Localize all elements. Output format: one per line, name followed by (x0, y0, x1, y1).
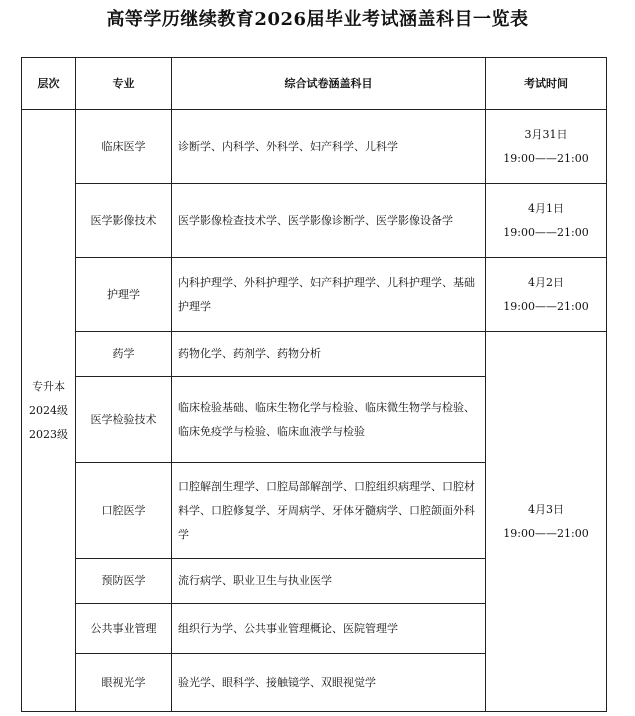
exam-date: 3月31日 (524, 127, 568, 141)
major-cell: 药学 (76, 332, 172, 377)
header-row (22, 58, 607, 110)
subjects-cell: 药物化学、药剂学、药物分析 (172, 332, 486, 377)
subjects-cell: 内科护理学、外科护理学、妇产科护理学、儿科护理学、基础护理学 (172, 258, 486, 332)
exam-date: 4月2日 (528, 275, 564, 289)
time-cell (486, 184, 607, 258)
subjects-cell: 医学影像检查技术学、医学影像诊断学、医学影像设备学 (172, 184, 486, 258)
document-title: 高等学历继续教育2026届毕业考试涵盖科目一览表 (106, 9, 529, 30)
header-level: 层次 (22, 58, 76, 110)
exam-date: 4月3日 (528, 502, 564, 516)
exam-subjects-table (21, 57, 607, 712)
level-line: 2023级 (29, 427, 68, 441)
major-cell: 眼视光学 (76, 654, 172, 712)
major-cell: 预防医学 (76, 559, 172, 604)
major-cell: 临床医学 (76, 110, 172, 184)
table-row (22, 332, 607, 377)
major-cell: 公共事业管理 (76, 604, 172, 654)
time-cell (486, 110, 607, 184)
exam-date: 4月1日 (528, 201, 564, 215)
major-cell: 医学影像技术 (76, 184, 172, 258)
level-line: 2024级 (29, 403, 68, 417)
table-row (22, 110, 607, 184)
subjects-cell: 流行病学、职业卫生与执业医学 (172, 559, 486, 604)
exam-hours: 19:00——21:00 (503, 526, 589, 540)
subjects-cell: 组织行为学、公共事业管理概论、医院管理学 (172, 604, 486, 654)
exam-hours: 19:00——21:00 (503, 225, 589, 239)
level-cell (22, 110, 76, 712)
major-cell: 护理学 (76, 258, 172, 332)
subjects-cell: 诊断学、内科学、外科学、妇产科学、儿科学 (172, 110, 486, 184)
table-row (22, 258, 607, 332)
major-cell: 医学检验技术 (76, 377, 172, 463)
major-cell: 口腔医学 (76, 463, 172, 559)
subjects-cell: 口腔解剖生理学、口腔局部解剖学、口腔组织病理学、口腔材料学、口腔修复学、牙周病学、牙体牙髓病学、口腔颌面外科学 (172, 463, 486, 559)
subjects-cell: 验光学、眼科学、接触镜学、双眼视觉学 (172, 654, 486, 712)
header-time: 考试时间 (486, 58, 607, 110)
time-cell (486, 258, 607, 332)
time-cell (486, 332, 607, 712)
subjects-cell: 临床检验基础、临床生物化学与检验、临床微生物学与检验、临床免疫学与检验、临床血液学与检验 (172, 377, 486, 463)
table-row (22, 184, 607, 258)
exam-hours: 19:00——21:00 (503, 151, 589, 165)
header-major: 专业 (76, 58, 172, 110)
header-subjects: 综合试卷涵盖科目 (172, 58, 486, 110)
exam-hours: 19:00——21:00 (503, 299, 589, 313)
level-line: 专升本 (32, 379, 65, 393)
